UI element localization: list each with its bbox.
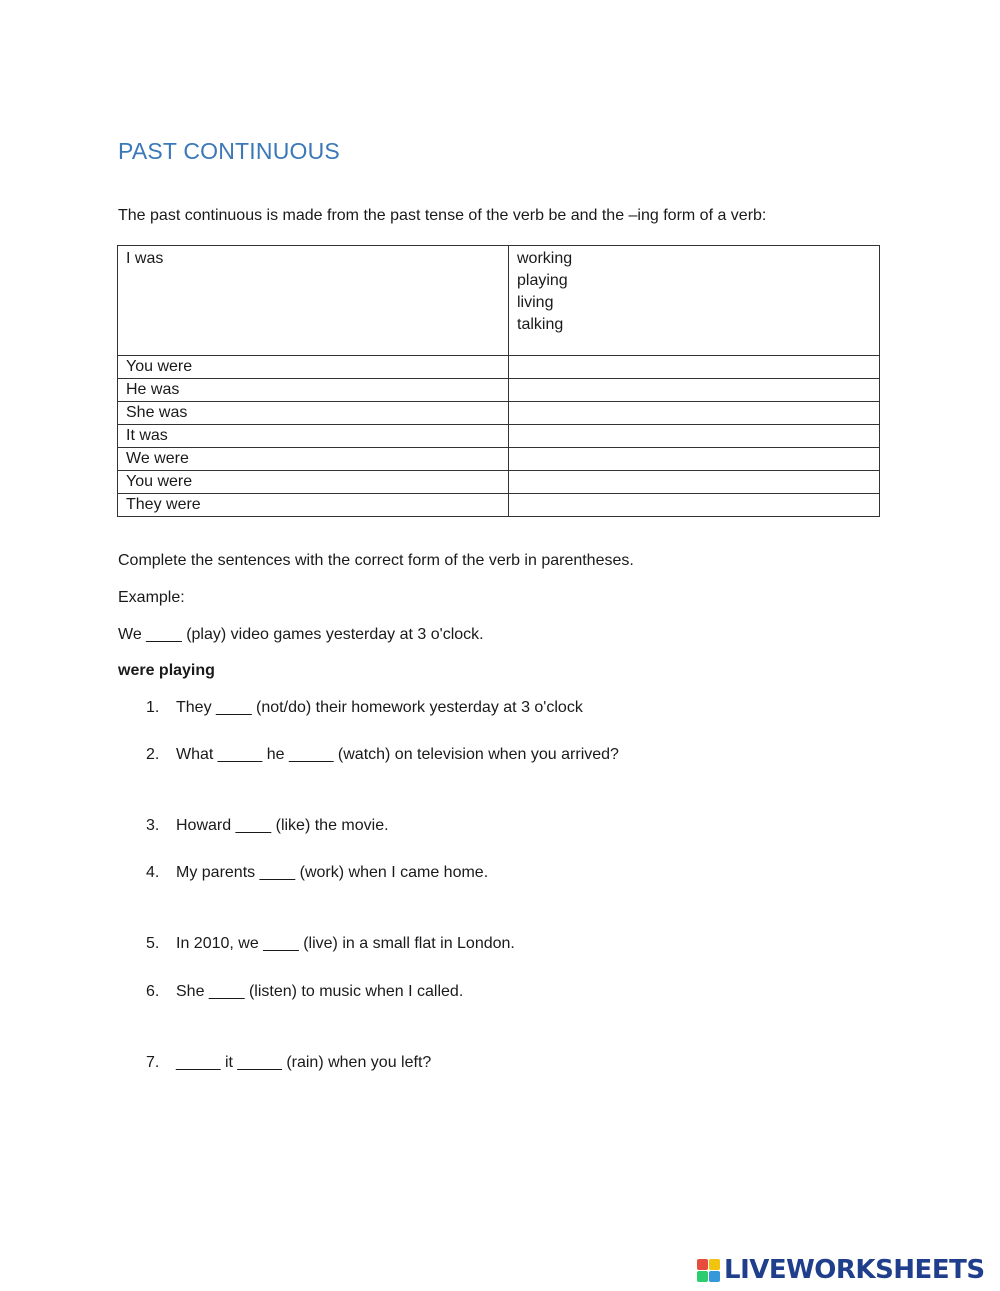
liveworksheets-logo bbox=[697, 1254, 985, 1286]
logo-block bbox=[709, 1271, 720, 1282]
intro-text: The past continuous is made from the past tense of the verb be and the –ing form of a verb: bbox=[118, 207, 767, 224]
conjugation-table bbox=[117, 245, 880, 517]
subject-cell: You were bbox=[118, 471, 509, 494]
exercise-item bbox=[146, 864, 488, 882]
item-number: 7. bbox=[146, 1054, 160, 1071]
exercise-item bbox=[146, 746, 619, 764]
page-title: PAST CONTINUOUS bbox=[118, 138, 340, 164]
item-number: 1. bbox=[146, 699, 160, 716]
example-sentence: We ____ (play) video games yesterday at 3 o'clock. bbox=[118, 626, 484, 643]
subject-cell: We were bbox=[118, 448, 509, 471]
logo-block bbox=[697, 1259, 708, 1270]
blank-cell bbox=[509, 448, 880, 471]
instruction-text: Complete the sentences with the correct form of the verb in parentheses. bbox=[118, 552, 634, 569]
table-row bbox=[118, 246, 880, 356]
verb-item: working bbox=[517, 250, 573, 267]
subject-cell: He was bbox=[118, 379, 509, 402]
table-row bbox=[118, 471, 880, 494]
item-text: My parents ____ (work) when I came home. bbox=[176, 864, 489, 881]
table-row bbox=[118, 425, 880, 448]
subject-cell: I was bbox=[118, 246, 509, 356]
blank-cell bbox=[509, 356, 880, 379]
subject-cell: They were bbox=[118, 494, 509, 517]
logo-block bbox=[709, 1259, 720, 1270]
verb-item: living bbox=[517, 294, 554, 311]
item-text: What _____ he _____ (watch) on television when you arrived? bbox=[176, 746, 619, 763]
item-number: 4. bbox=[146, 864, 160, 881]
table-row bbox=[118, 494, 880, 517]
item-text: Howard ____ (like) the movie. bbox=[176, 817, 389, 834]
blank-cell bbox=[509, 425, 880, 448]
example-answer: were playing bbox=[118, 662, 215, 679]
logo-block bbox=[697, 1271, 708, 1282]
subject-cell: It was bbox=[118, 425, 509, 448]
logo-blocks-icon bbox=[697, 1259, 720, 1282]
verb-item: talking bbox=[517, 316, 564, 333]
logo-text: LIVEWORKSHEETS bbox=[724, 1255, 985, 1285]
blank-cell bbox=[509, 402, 880, 425]
subject-cell: You were bbox=[118, 356, 509, 379]
item-text: In 2010, we ____ (live) in a small flat in London. bbox=[176, 935, 515, 952]
blank-cell bbox=[509, 471, 880, 494]
example-label: Example: bbox=[118, 589, 185, 606]
item-text: _____ it _____ (rain) when you left? bbox=[176, 1054, 432, 1071]
table-row bbox=[118, 379, 880, 402]
blank-cell bbox=[509, 379, 880, 402]
exercise-item bbox=[146, 1054, 431, 1072]
item-number: 6. bbox=[146, 983, 160, 1000]
table-row bbox=[118, 402, 880, 425]
table-row bbox=[118, 356, 880, 379]
blank-cell bbox=[509, 494, 880, 517]
item-text: She ____ (listen) to music when I called. bbox=[176, 983, 464, 1000]
exercise-item bbox=[146, 983, 463, 1001]
subject-cell: She was bbox=[118, 402, 509, 425]
item-number: 3. bbox=[146, 817, 160, 834]
exercise-item bbox=[146, 935, 515, 953]
item-text: They ____ (not/do) their homework yesterday at 3 o'clock bbox=[176, 699, 583, 716]
exercise-item bbox=[146, 699, 583, 717]
table-row bbox=[118, 448, 880, 471]
item-number: 2. bbox=[146, 746, 160, 763]
item-number: 5. bbox=[146, 935, 160, 952]
exercise-item bbox=[146, 817, 389, 835]
verb-item: playing bbox=[517, 272, 568, 289]
verbs-cell bbox=[509, 246, 880, 356]
